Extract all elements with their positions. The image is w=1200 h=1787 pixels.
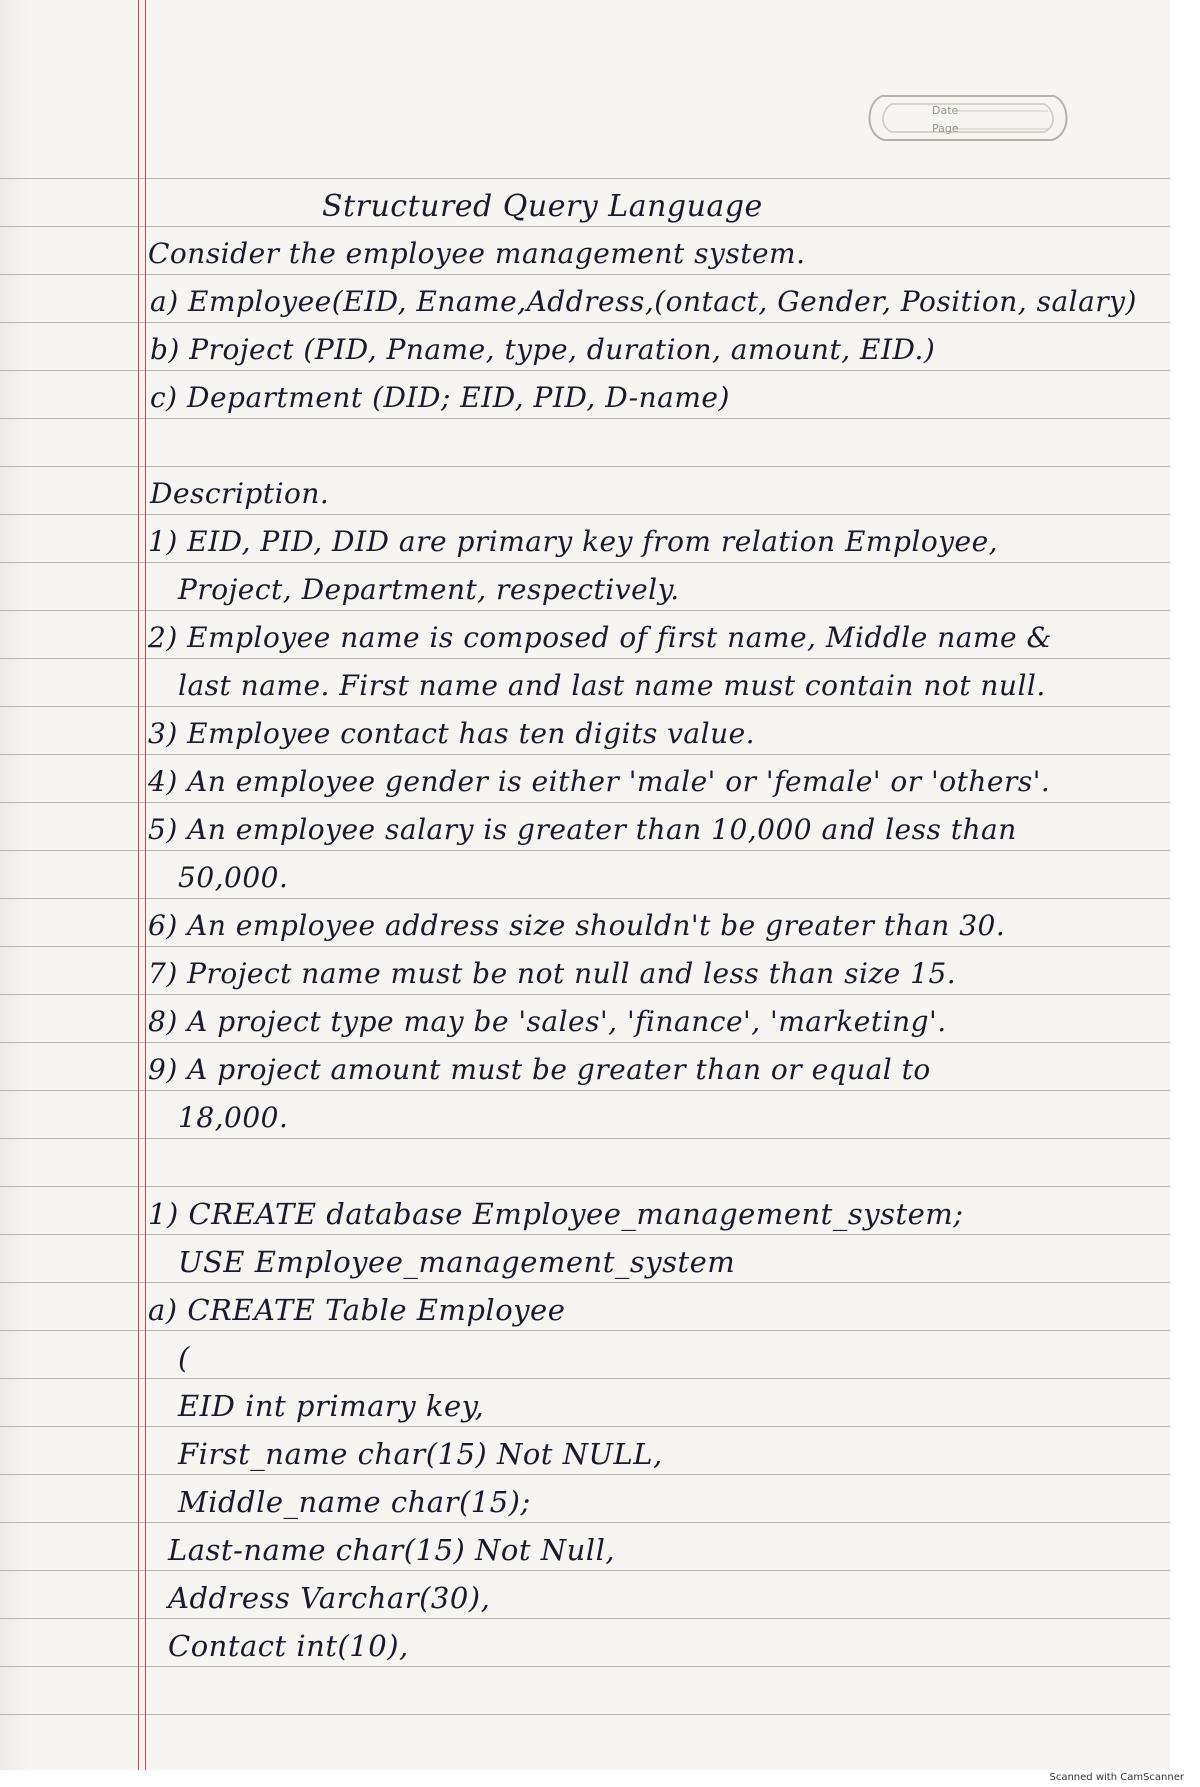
page-title: Structured Query Language — [322, 189, 763, 224]
sql-line: Middle_name char(15); — [178, 1485, 531, 1519]
ruled-line — [0, 1570, 1170, 1571]
ruled-line — [0, 754, 1170, 755]
ruled-line — [0, 1042, 1170, 1043]
ruled-line — [0, 1426, 1170, 1427]
ruled-line — [0, 1474, 1170, 1475]
description-line: Project, Department, respectively. — [178, 573, 680, 606]
sql-line: Contact int(10), — [168, 1629, 409, 1663]
description-line: 4) An employee gender is either 'male' or 'female' or 'others'. — [148, 765, 1051, 798]
ruled-line — [0, 1666, 1170, 1667]
ruled-line — [0, 610, 1170, 611]
ruled-line — [0, 1186, 1170, 1187]
date-label: Date — [932, 104, 959, 117]
ruled-line — [0, 1714, 1170, 1715]
ruled-line — [0, 1330, 1170, 1331]
scanner-watermark: Scanned with CamScanner — [1049, 1772, 1184, 1783]
description-line: 3) Employee contact has ten digits value. — [148, 717, 756, 750]
intro-line: Consider the employee management system. — [148, 237, 806, 270]
ruled-line — [0, 226, 1170, 227]
ruled-line — [0, 1522, 1170, 1523]
description-line: 2) Employee name is composed of first name, Middle name & — [148, 621, 1052, 654]
ruled-line — [0, 1282, 1170, 1283]
description-line: 6) An employee address size shouldn't be greater than 30. — [148, 909, 1006, 942]
description-line: 18,000. — [178, 1101, 289, 1134]
ruled-line — [0, 994, 1170, 995]
sql-line: USE Employee_management_system — [178, 1245, 736, 1279]
ruled-line — [0, 1090, 1170, 1091]
ruled-line — [0, 1234, 1170, 1235]
description-heading: Description. — [150, 477, 330, 510]
ruled-line — [0, 322, 1170, 323]
description-line: 1) EID, PID, DID are primary key from relation Employee, — [148, 525, 999, 558]
sql-line: First_name char(15) Not NULL, — [178, 1437, 663, 1471]
ruled-line — [0, 370, 1170, 371]
ruled-line — [0, 562, 1170, 563]
sql-line: a) CREATE Table Employee — [148, 1293, 566, 1327]
ruled-line — [0, 418, 1170, 419]
description-line: last name. First name and last name must contain not null. — [178, 669, 1046, 702]
ruled-line — [0, 946, 1170, 947]
ruled-line — [0, 1138, 1170, 1139]
margin-line-right — [145, 0, 146, 1770]
sql-line: ( — [178, 1341, 190, 1375]
schema-department: c) Department (DID; EID, PID, D-name) — [150, 381, 730, 414]
ruled-line — [0, 466, 1170, 467]
ruled-line — [0, 1618, 1170, 1619]
description-line: 9) A project amount must be greater than or equal to — [148, 1053, 931, 1086]
sql-line: Last-name char(15) Not Null, — [168, 1533, 616, 1567]
description-line: 50,000. — [178, 861, 289, 894]
ruled-line — [0, 178, 1170, 179]
sql-line: 1) CREATE database Employee_management_system; — [148, 1197, 964, 1231]
schema-project: b) Project (PID, Pname, type, duration, amount, EID.) — [150, 333, 936, 366]
ruled-line — [0, 514, 1170, 515]
description-line: 7) Project name must be not null and less than size 15. — [148, 957, 957, 990]
page-label: Page — [932, 122, 959, 135]
ruled-line — [0, 274, 1170, 275]
ruled-line — [0, 706, 1170, 707]
sql-line: EID int primary key, — [178, 1389, 485, 1423]
description-line: 8) A project type may be 'sales', 'finance', 'marketing'. — [148, 1005, 947, 1038]
ruled-line — [0, 658, 1170, 659]
schema-employee: a) Employee(EID, Ename,Address,(ontact, Gender, Position, salary) — [150, 285, 1137, 318]
ruled-line — [0, 898, 1170, 899]
sql-line: Address Varchar(30), — [168, 1581, 491, 1615]
date-page-stamp — [862, 82, 1074, 154]
ruled-line — [0, 802, 1170, 803]
description-line: 5) An employee salary is greater than 10,000 and less than — [148, 813, 1017, 846]
ruled-line — [0, 1378, 1170, 1379]
margin-line-left — [138, 0, 139, 1770]
ruled-line — [0, 850, 1170, 851]
